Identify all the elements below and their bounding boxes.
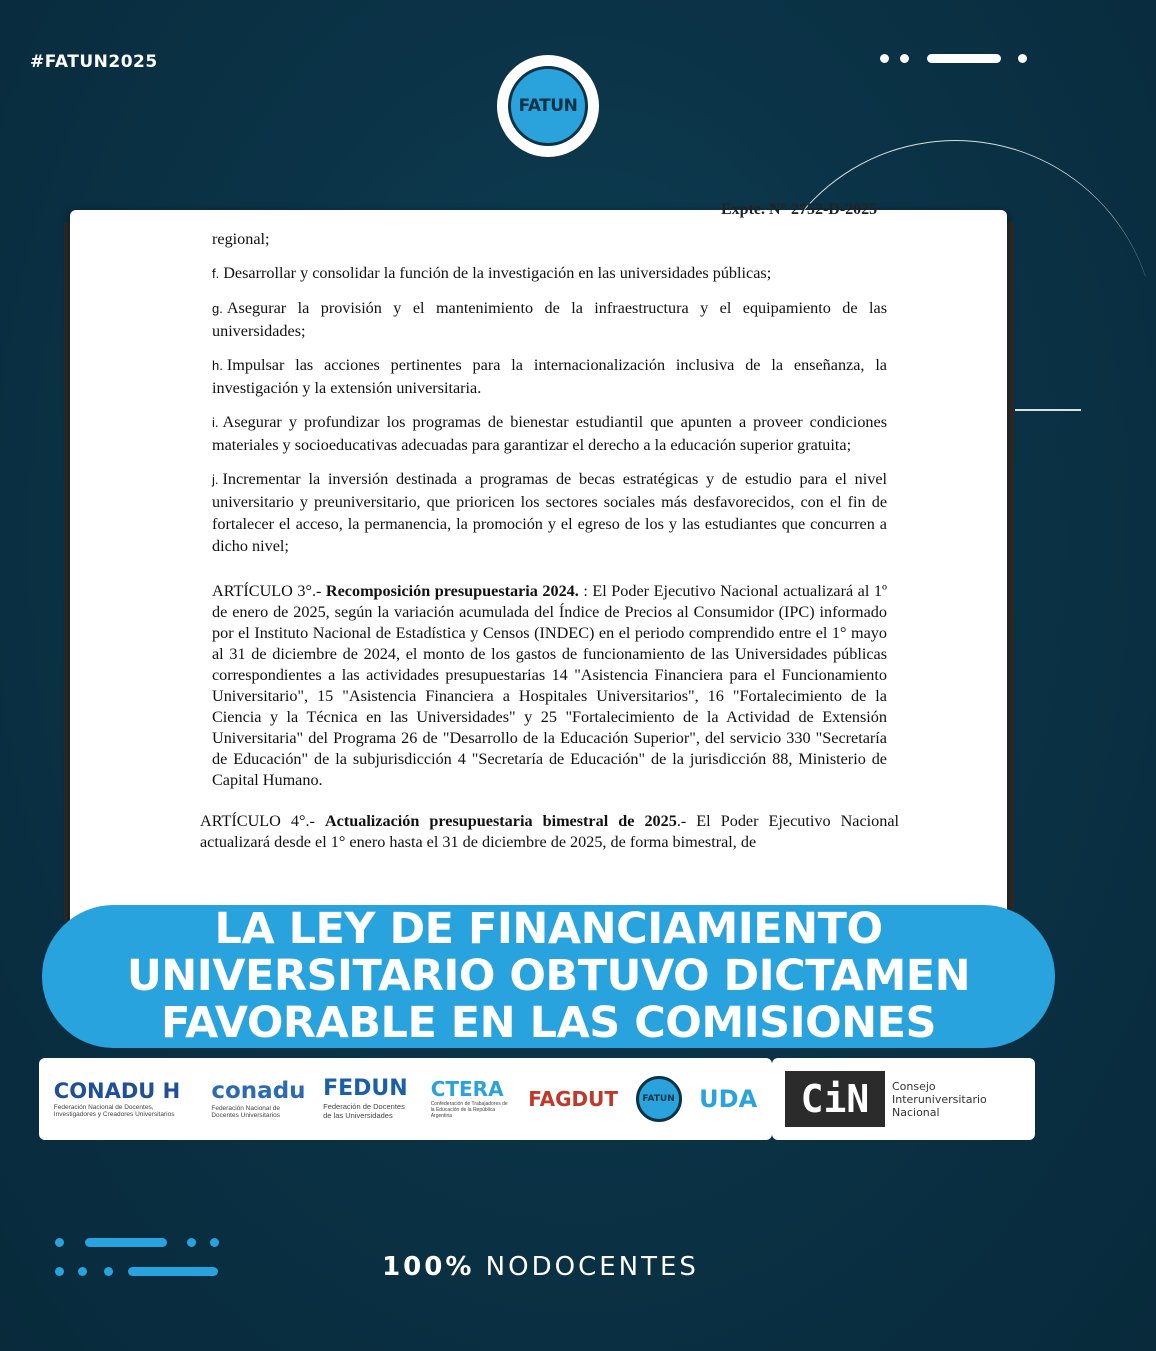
decor-dot — [210, 1238, 219, 1247]
cin-logo-card — [772, 1058, 1035, 1140]
document-item-h — [212, 354, 887, 399]
document-line: regional; — [212, 230, 270, 248]
conadu-h-logo-text: CONADU H — [53, 1078, 181, 1103]
conadu-h-logo-sub: Federación Nacional de Docentes, Investigadores y Creadores Universitarios — [53, 1103, 175, 1118]
item-text: Incrementar la inversión destinada a programas de becas estratégicas y de estudio para el nivel universitario y preuniversitario, que prioricen los sectores sociales más desfavorecidos, con el fin de fortalecer el acceso, la permanencia, la promoción y el egreso de los y las estudiantes que concurren a dicho nivel; — [212, 470, 887, 555]
footer-tagline — [0, 1252, 1081, 1282]
cin-caption-line: Consejo — [892, 1079, 936, 1093]
headline-line-3: FAVORABLE EN LAS COMISIONES — [161, 998, 936, 1048]
decor-dot — [55, 1238, 64, 1247]
decor-bar — [85, 1238, 167, 1247]
uda-logo-text: UDA — [699, 1085, 758, 1113]
fedun-logo-sub: Federación de Docentes de las Universidades — [323, 1102, 405, 1120]
fedun-logo-text: FEDUN — [323, 1076, 408, 1101]
cin-logo: CiN — [785, 1071, 885, 1127]
decor-dot — [1018, 54, 1027, 63]
article-4-text: .- El Poder Ejecutivo Nacional actualizará desde el 1° enero hasta el 31 de diciembre de 2025, de forma bimestral, de — [200, 812, 900, 851]
cin-caption-line: Interuniversitario — [892, 1092, 987, 1106]
document-item-f — [212, 262, 887, 285]
law-document — [70, 201, 1007, 940]
article-4-label: ARTÍCULO 4°.- — [200, 812, 315, 830]
decor-dot — [900, 54, 909, 63]
conadu-logo-text: conadu — [211, 1077, 306, 1104]
ctera-logo-sub: Confederación de Trabajadores de la Educación de la República Argentina — [430, 1101, 508, 1119]
headline-banner — [42, 905, 1055, 1048]
item-letter: f. — [212, 266, 220, 281]
decor-line — [1015, 409, 1081, 411]
headline-line-2: UNIVERSITARIO OBTUVO DICTAMEN — [126, 951, 971, 1001]
fatun-small-logo-text: FATUN — [642, 1093, 675, 1104]
ctera-logo — [431, 1079, 511, 1119]
footer-tagline-bold: 100% — [382, 1252, 475, 1282]
item-letter: h. — [212, 358, 223, 373]
item-text: Desarrollar y consolidar la función de la investigación en las universidades públicas; — [223, 264, 772, 282]
fedun-logo — [323, 1078, 413, 1120]
decor-bar — [927, 54, 1001, 63]
article-4 — [200, 811, 899, 853]
footer-tagline-text: NODOCENTES — [485, 1252, 699, 1282]
document-item-g — [212, 297, 887, 342]
uda-logo — [699, 1087, 757, 1111]
item-letter: i. — [212, 415, 219, 430]
expediente-number: Expte. N° 2752-D-2025 — [721, 201, 878, 218]
fatun-logo — [497, 55, 599, 157]
fagdut-logo — [528, 1089, 618, 1109]
document-item-j — [212, 468, 887, 557]
ctera-logo-text: CTERA — [430, 1077, 504, 1101]
hashtag-label: #FATUN2025 — [30, 52, 158, 72]
document-body — [200, 228, 900, 865]
conadu-h-logo — [53, 1078, 194, 1118]
article-4-title: Actualización presupuestaria bimestral de 2025 — [324, 812, 677, 830]
decor-dot — [187, 1238, 196, 1247]
fatun-small-logo — [636, 1076, 682, 1122]
conadu-logo — [211, 1077, 306, 1119]
cin-logo-caption — [892, 1080, 987, 1119]
item-text: Impulsar las acciones pertinentes para la internacionalización inclusiva de la enseñanza, la investigación y la extensión universitaria. — [212, 356, 887, 397]
fatun-logo-text: FATUN — [518, 96, 578, 116]
conadu-logo-sub: Federación Nacional de Docentes Universitarios — [211, 1104, 281, 1119]
union-logos-strip — [39, 1058, 772, 1140]
decor-dot — [880, 54, 889, 63]
article-3-text: : El Poder Ejecutivo Nacional actualizará al 1º de enero de 2025, según la variación acumulada del Índice de Precios al Consumidor (IPC) informado por el Instituto Nacional de Estadística y Censos (INDEC) en el periodo comprendido entre el 1° mayo al 31 de diciembre de 2024, el monto de los gastos de funcionamiento de las Universidades públicas correspondientes a las actividades presupuestarias 14 "Asistencia Financiera para el Funcionamiento Universitario", 15 "Asistencia Financiera a Hospitales Universitarios", 16 "Fortalecimiento de la Ciencia y la Técnica en las Universidades" y 25 "Fortalecimiento de la Actividad de Extensión Universitaria" del Programa 26 de "Desarrollo de la Educación Superior", del servicio 330 "Secretaría de Educación" de la subjurisdicción 4 "Secretaría de Educación" de la jurisdicción 88, Ministerio de Capital Humano. — [212, 582, 887, 789]
cin-caption-line: Nacional — [892, 1105, 940, 1119]
item-text: Asegurar la provisión y el mantenimiento de la infraestructura y el equipamiento de las universidades; — [212, 299, 887, 340]
fatun-logo-inner — [508, 66, 588, 146]
fagdut-logo-text: FAGDUT — [528, 1087, 619, 1111]
article-3-title: Recomposición presupuestaria 2024. — [325, 582, 579, 600]
item-letter: j. — [212, 472, 219, 487]
document-item-i — [212, 411, 887, 456]
item-text: Asegurar y profundizar los programas de bienestar estudiantil que apunten a proveer condiciones materiales y socioeducativas adecuadas para garantizar el derecho a la educación superior gratuita; — [212, 413, 887, 454]
article-3 — [212, 581, 887, 791]
item-letter: g. — [212, 301, 223, 316]
article-3-label: ARTÍCULO 3°.- — [212, 582, 322, 600]
headline-line-1: LA LEY DE FINANCIAMIENTO — [214, 904, 883, 954]
